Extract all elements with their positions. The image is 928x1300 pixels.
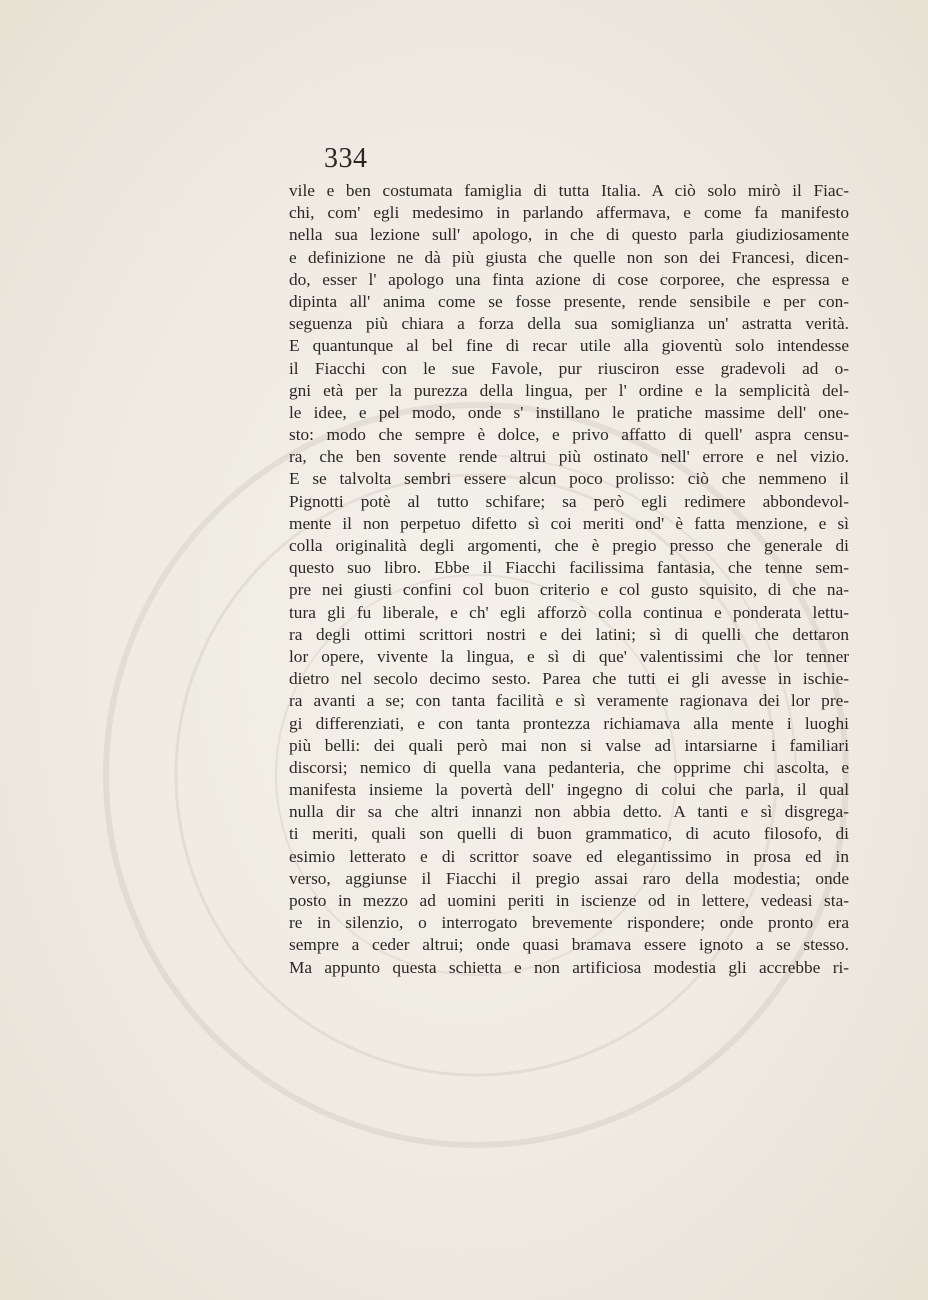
text-line: nella sua lezione sull' apologo, in che di questo parla giudiziosamente	[289, 225, 849, 245]
text-line: lor opere, vivente la lingua, e sì di que' valentissimi che lor tenner	[289, 646, 849, 666]
text-line: dietro nel secolo decimo sesto. Parea che tutti ei gli avesse in ischie-	[289, 669, 849, 689]
text-line: re in silenzio, o interrogato brevemente rispondere; onde pronto era	[289, 913, 849, 933]
text-line: il Fiacchi con le sue Favole, pur riusciron esse gradevoli ad o-	[289, 358, 849, 378]
text-line: questo suo libro. Ebbe il Fiacchi facilissima fantasia, che tenne sem-	[289, 558, 849, 578]
text-line: chi, com' egli medesimo in parlando affermava, e come fa manifesto	[289, 203, 849, 223]
page-number: 334	[324, 143, 368, 174]
text-line: ra, che ben sovente rende altrui più ostinato nell' errore e nel vizio.	[289, 447, 849, 467]
text-line: discorsi; nemico di quella vana pedanteria, che opprime chi ascolta, e	[289, 757, 849, 777]
text-line: posto in mezzo ad uomini periti in iscienze od in lettere, vedeasi sta-	[289, 891, 849, 910]
text-line: E se talvolta sembri essere alcun poco prolisso: ciò che nemmeno il	[289, 469, 849, 489]
text-line: ra avanti a se; con tanta facilità e sì veramente ragionava dei lor pre-	[289, 691, 849, 711]
text-line: E quantunque al bel fine di recar utile alla gioventù solo intendesse	[289, 336, 849, 356]
text-line: Ma appunto questa schietta e non artificiosa modestia gli accrebbe ri-	[289, 957, 849, 977]
text-line: Pignotti potè al tutto schifare; sa però egli redimere abbondevol-	[289, 491, 849, 511]
text-line: gi differenziati, e con tanta prontezza richiamava alla mente i luoghi	[289, 713, 849, 733]
text-line: ti meriti, quali son quelli di buon grammatico, di acuto filosofo, di	[289, 824, 849, 844]
text-line: gni età per la purezza della lingua, per l' ordine e la semplicità del-	[289, 380, 849, 400]
text-line: sempre a ceder altrui; onde quasi bramava essere ignoto a se stesso.	[289, 935, 849, 955]
text-line: esimio letterato e di scrittor soave ed elegantissimo in prosa ed in	[289, 846, 849, 866]
text-line: dipinta all' anima come se fosse presente, rende sensibile e per con-	[289, 291, 849, 311]
text-line: ra degli ottimi scrittori nostri e dei latini; sì di quelli che dettaron	[289, 624, 849, 644]
text-line: seguenza più chiara a forza della sua somiglianza un' astratta verità.	[289, 314, 849, 334]
text-line: colla originalità degli argomenti, che è pregio presso che generale di	[289, 536, 849, 555]
body-text	[289, 180, 849, 979]
text-line: pre nei giusti confini col buon criterio e col gusto squisito, di che na-	[289, 580, 849, 600]
text-line: mente il non perpetuo difetto sì coi meriti ond' è fatta menzione, e sì	[289, 513, 849, 533]
text-line: vile e ben costumata famiglia di tutta Italia. A ciò solo mirò il Fiac-	[289, 181, 849, 200]
text-line: sto: modo che sempre è dolce, e privo affatto di quell' aspra censu-	[289, 425, 849, 445]
text-line: tura gli fu liberale, e ch' egli afforzò colla continua e ponderata lettu-	[289, 602, 849, 622]
text-line: verso, aggiunse il Fiacchi il pregio assai raro della modestia; onde	[289, 868, 849, 888]
text-line: nulla dir sa che altri innanzi non abbia detto. A tanti e sì disgrega-	[289, 802, 849, 822]
text-line: do, esser l' apologo una finta azione di cose corporee, che espressa e	[289, 269, 849, 289]
text-line: manifesta insieme la povertà dell' ingegno di colui che parla, il qual	[289, 780, 849, 800]
text-line: e definizione ne dà più giusta che quelle non son dei Francesi, dicen-	[289, 247, 849, 267]
text-line: le idee, e pel modo, onde s' instillano le pratiche massime dell' one-	[289, 402, 849, 422]
text-line: più belli: dei quali però mai non si valse ad intarsiarne i familiari	[289, 735, 849, 755]
